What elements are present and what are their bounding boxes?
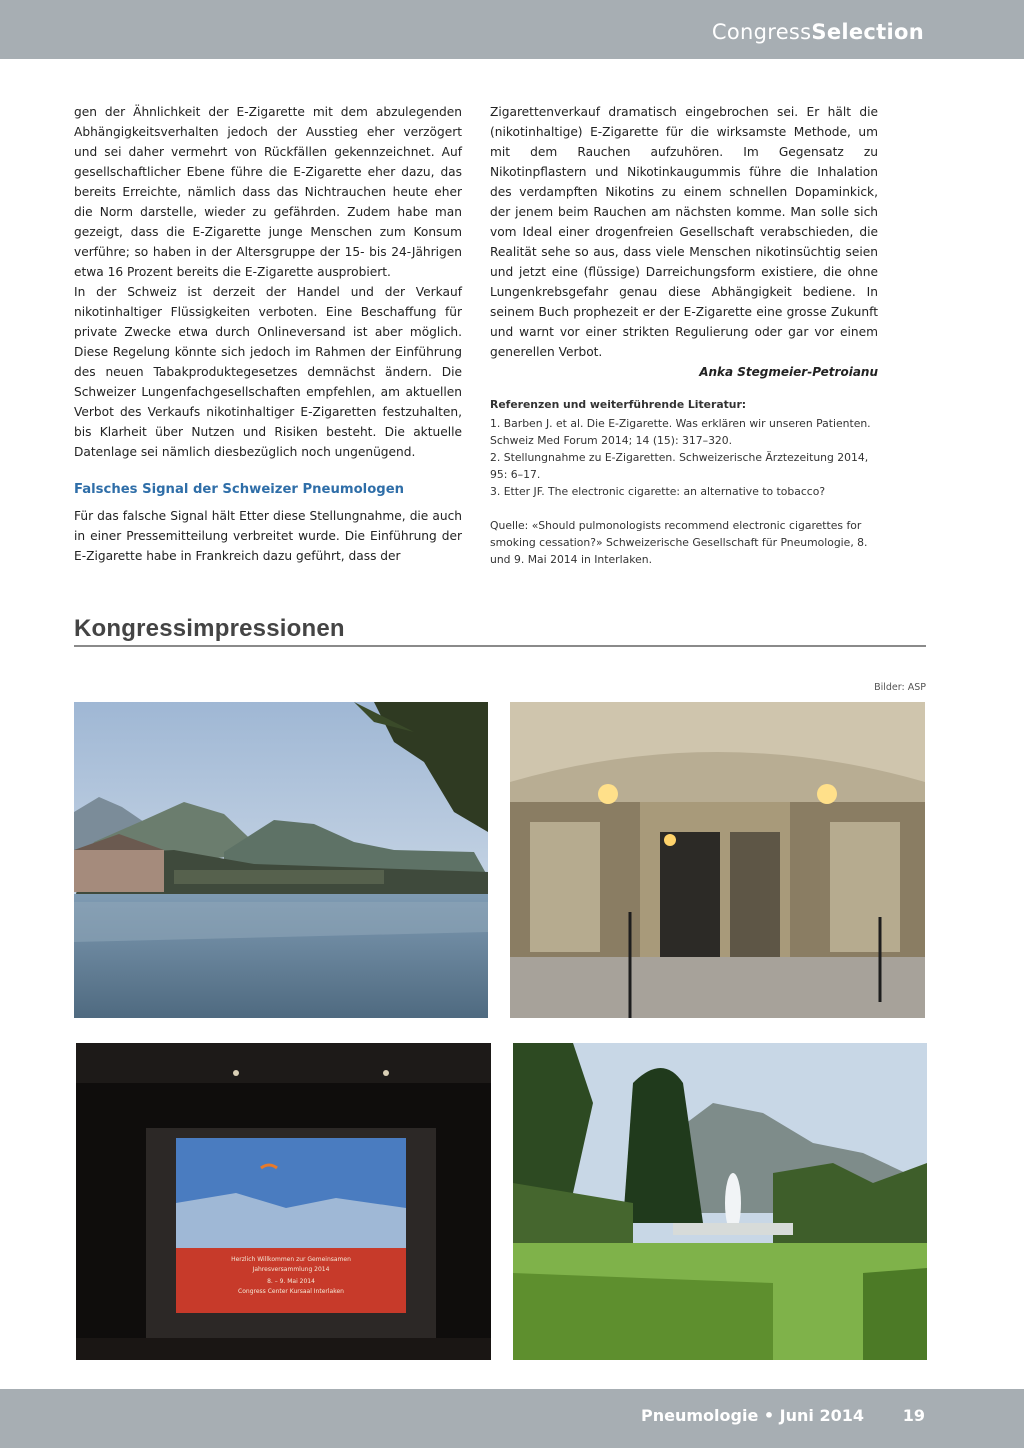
photo-presentation-screen — [76, 1043, 491, 1360]
brand-light: Congress — [711, 20, 812, 44]
left-column — [74, 102, 462, 566]
title-rule — [74, 645, 926, 647]
references — [490, 396, 878, 568]
references-heading: Referenzen und weiterführende Literatur: — [490, 398, 747, 411]
brand-bold: Selection — [811, 20, 924, 44]
footer-bar — [0, 1389, 1024, 1448]
subheading: Falsches Signal der Schweizer Pneumologen — [74, 482, 405, 497]
photo-park-fountain — [513, 1043, 927, 1360]
gallery-title: Kongressimpressionen — [74, 615, 345, 642]
right-paragraph-1: Zigarettenverkauf dramatisch eingebrochen sei. Er hält die (nikotinhaltige) E-Zigarette für die wirksamste Methode, um mit dem Rauchen aufzuhören. Im Gegensatz zu Nikotinpflastern und Nikotinkaugummis führe die Inhalation des verdampften Nikotins zu einem schnellen Dopaminkick, der jenem beim Rauchen am nächsten komme. Man solle sich vom Ideal einer drogenfreien Gesellschaft verabschieden, die Realität sehe so aus, dass viele Menschen nikotinsüchtig seien und jetzt eine (flüssige) Darreichungsform existiere, die ohne Lungenkrebsgefahr genau diese Abhängigkeit bediene. In seinem Buch prophezeit er der E-Zigarette eine grosse Zukunft und warnt vor einer strikten Regulierung oder gar vor einem generellen Verbot. — [490, 105, 878, 359]
slide-line-4: Congress Center Kursaal Interlaken — [238, 1288, 344, 1295]
author: Anka Stegmeier-Petroianu — [699, 365, 878, 379]
header-bar — [0, 0, 1024, 59]
left-paragraph-2: In der Schweiz ist derzeit der Handel und der Verkauf nikotinhaltiger Flüssigkeiten verboten. Eine Beschaffung für private Zwecke etwa durch Onlineversand ist aber möglich. Diese Regelung könnte sich jedoch im Rahmen der Einführung des neuen Tabakproduktegesetzes demnächst ändern. Die Schweizer Lungenfachgesellschaften empfehlen, am aktuellen Verbot des Verkaufs nikotinhaltiger E-Zigaretten festzuhalten, bis Klarheit über Nutzen und Risiken besteht. Die aktuelle Datenlage sei nämlich diesbezüglich noch ungenügend. — [74, 285, 462, 459]
photo-kursaal-interior — [510, 702, 925, 1018]
reference-item: 2. Stellungnahme zu E-Zigaretten. Schweizerische Ärztezeitung 2014, 95: 6–17. — [490, 451, 869, 481]
page-number: 19 — [902, 1406, 925, 1425]
right-column — [490, 102, 878, 568]
photo-lake — [74, 702, 488, 1018]
source-note: Quelle: «Should pulmonologists recommend electronic cigarettes for smoking cessation?» Schweizerische Gesellschaft für Pneumologie, 8. und 9. Mai 2014 in Interlaken. — [490, 519, 868, 566]
left-paragraph-1: gen der Ähnlichkeit der E-Zigarette mit dem abzulegenden Abhängigkeitsverhalten jedoch der Ausstieg eher verzögert und sei daher vermehrt von Rückfällen gekennzeichnet. Auf gesellschaftlicher Ebene führe die E-Zigarette eher dazu, das bereits Erreichte, nämlich dass das Nichtrauchen heute eher die Norm darstelle, wieder zu gefährden. Zudem habe man gezeigt, dass die E-Zigarette junge Menschen zum Konsum verführe; so haben in der Altersgruppe der 15- bis 24-Jährigen etwa 16 Prozent bereits die E-Zigarette ausprobiert. — [74, 105, 462, 279]
reference-item: 1. Barben J. et al. Die E-Zigarette. Was erklären wir unseren Patienten. Schweiz Med Forum 2014; 14 (15): 317–320. — [490, 417, 871, 447]
reference-item: 3. Etter JF. The electronic cigarette: an alternative to tobacco? — [490, 485, 826, 498]
slide-line-3: 8. – 9. Mai 2014 — [267, 1278, 315, 1285]
photo-credit: Bilder: ASP — [874, 682, 926, 693]
brand-logo — [712, 20, 924, 44]
slide-line-1: Herzlich Willkommen zur Gemeinsamen — [231, 1256, 351, 1263]
left-paragraph-3: Für das falsche Signal hält Etter diese Stellungnahme, die auch in einer Pressemitteilung verbreitet wurde. Die Einführung der E-Zigarette habe in Frankreich dazu geführt, dass der — [74, 509, 462, 563]
slide-line-2: Jahresversammlung 2014 — [252, 1266, 330, 1273]
journal-issue: Pneumologie • Juni 2014 — [641, 1406, 864, 1425]
